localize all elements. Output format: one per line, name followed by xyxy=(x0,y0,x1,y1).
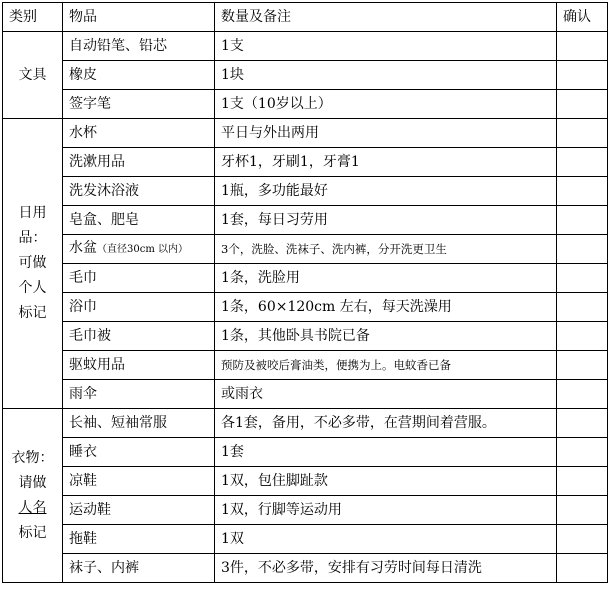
item-cell: 水杯 xyxy=(63,119,215,148)
table-row xyxy=(3,61,608,90)
qty-cell: 或雨衣 xyxy=(215,380,557,409)
qty-cell: 1支 xyxy=(215,32,557,61)
item-cell: 运动鞋 xyxy=(63,496,215,525)
confirm-cell[interactable] xyxy=(557,148,608,177)
item-cell: 毛巾 xyxy=(63,264,215,293)
category-line: 请做 xyxy=(18,474,47,491)
qty-cell: 1套，每日习劳用 xyxy=(215,206,557,235)
category-line: 个人 xyxy=(18,280,47,296)
table-row xyxy=(3,119,608,148)
table-row xyxy=(3,293,608,322)
confirm-cell[interactable] xyxy=(557,409,608,438)
table-row xyxy=(3,351,608,380)
confirm-cell[interactable] xyxy=(557,496,608,525)
confirm-cell[interactable] xyxy=(557,32,608,61)
item-cell: 橡皮 xyxy=(63,61,215,90)
confirm-cell[interactable] xyxy=(557,206,608,235)
qty-cell: 1套 xyxy=(215,438,557,467)
category-stationery: 文具 xyxy=(3,32,63,119)
header-category: 类别 xyxy=(3,3,63,32)
table-row xyxy=(3,148,608,177)
confirm-cell[interactable] xyxy=(557,351,608,380)
item-cell: 长袖、短袖常服 xyxy=(63,409,215,438)
table-row xyxy=(3,322,608,351)
header-row xyxy=(3,3,608,32)
qty-cell: 3个，洗脸、洗袜子、洗内裤，分开洗更卫生 xyxy=(215,235,557,264)
qty-cell: 1瓶，多功能最好 xyxy=(215,177,557,206)
confirm-cell[interactable] xyxy=(557,525,608,554)
confirm-cell[interactable] xyxy=(557,177,608,206)
category-line: 标记 xyxy=(18,305,47,321)
table-row xyxy=(3,554,608,583)
item-cell: 雨伞 xyxy=(63,380,215,409)
confirm-cell[interactable] xyxy=(557,467,608,496)
qty-cell: 1双 xyxy=(215,525,557,554)
item-cell: 毛巾被 xyxy=(63,322,215,351)
category-line: 衣物： xyxy=(11,449,54,466)
confirm-cell[interactable] xyxy=(557,90,608,119)
item-cell: 拖鞋 xyxy=(63,525,215,554)
qty-cell: 1双，包住脚趾款 xyxy=(215,467,557,496)
category-line: 日用 xyxy=(18,205,47,221)
qty-cell: 1块 xyxy=(215,61,557,90)
item-cell: 驱蚊用品 xyxy=(63,351,215,380)
qty-cell: 牙杯1，牙刷1，牙膏1 xyxy=(215,148,557,177)
table-row xyxy=(3,177,608,206)
item-cell: 自动铅笔、铅芯 xyxy=(63,32,215,61)
header-qty: 数量及备注 xyxy=(215,3,557,32)
item-cell: 洗发沐浴液 xyxy=(63,177,215,206)
qty-cell: 1支（10岁以上） xyxy=(215,90,557,119)
confirm-cell[interactable] xyxy=(557,61,608,90)
header-confirm: 确认 xyxy=(557,3,608,32)
confirm-cell[interactable] xyxy=(557,554,608,583)
qty-cell: 平日与外出两用 xyxy=(215,119,557,148)
table-row xyxy=(3,264,608,293)
item-cell: 睡衣 xyxy=(63,438,215,467)
qty-cell: 各1套，备用，不必多带，在营期间着营服。 xyxy=(215,409,557,438)
item-cell: 签字笔 xyxy=(63,90,215,119)
table-row xyxy=(3,438,608,467)
table-row xyxy=(3,206,608,235)
table-row xyxy=(3,496,608,525)
category-line: 人名 xyxy=(18,499,47,516)
qty-cell: 1双，行脚等运动用 xyxy=(215,496,557,525)
table-row xyxy=(3,90,608,119)
table-row xyxy=(3,467,608,496)
item-cell: 浴巾 xyxy=(63,293,215,322)
item-cell: 洗漱用品 xyxy=(63,148,215,177)
item-cell xyxy=(63,235,215,264)
item-cell: 凉鞋 xyxy=(63,467,215,496)
qty-cell: 3件，不必多带，安排有习劳时间每日清洗 xyxy=(215,554,557,583)
table-row xyxy=(3,525,608,554)
category-line: 标记 xyxy=(18,524,47,541)
confirm-cell[interactable] xyxy=(557,322,608,351)
confirm-cell[interactable] xyxy=(557,264,608,293)
item-cell: 皂盒、肥皂 xyxy=(63,206,215,235)
table-row xyxy=(3,380,608,409)
category-line: 品： xyxy=(18,230,47,246)
table-row xyxy=(3,409,608,438)
confirm-cell[interactable] xyxy=(557,380,608,409)
item-cell: 袜子、内裤 xyxy=(63,554,215,583)
confirm-cell[interactable] xyxy=(557,235,608,264)
table-row xyxy=(3,32,608,61)
category-clothing xyxy=(3,409,63,583)
qty-cell: 预防及被咬后膏油类，便携为上。电蚊香已备 xyxy=(215,351,557,380)
confirm-cell[interactable] xyxy=(557,119,608,148)
confirm-cell[interactable] xyxy=(557,293,608,322)
category-daily xyxy=(3,119,63,409)
qty-cell: 1条，其他卧具书院已备 xyxy=(215,322,557,351)
category-line: 可做 xyxy=(18,255,47,271)
confirm-cell[interactable] xyxy=(557,438,608,467)
qty-cell: 1条，洗脸用 xyxy=(215,264,557,293)
header-item: 物品 xyxy=(63,3,215,32)
item-label: 水盆 xyxy=(69,240,97,256)
checklist-table xyxy=(2,2,608,583)
item-note: （直径30cm 以内） xyxy=(97,244,188,255)
qty-cell: 1条，60×120cm 左右，每天洗澡用 xyxy=(215,293,557,322)
table-row xyxy=(3,235,608,264)
